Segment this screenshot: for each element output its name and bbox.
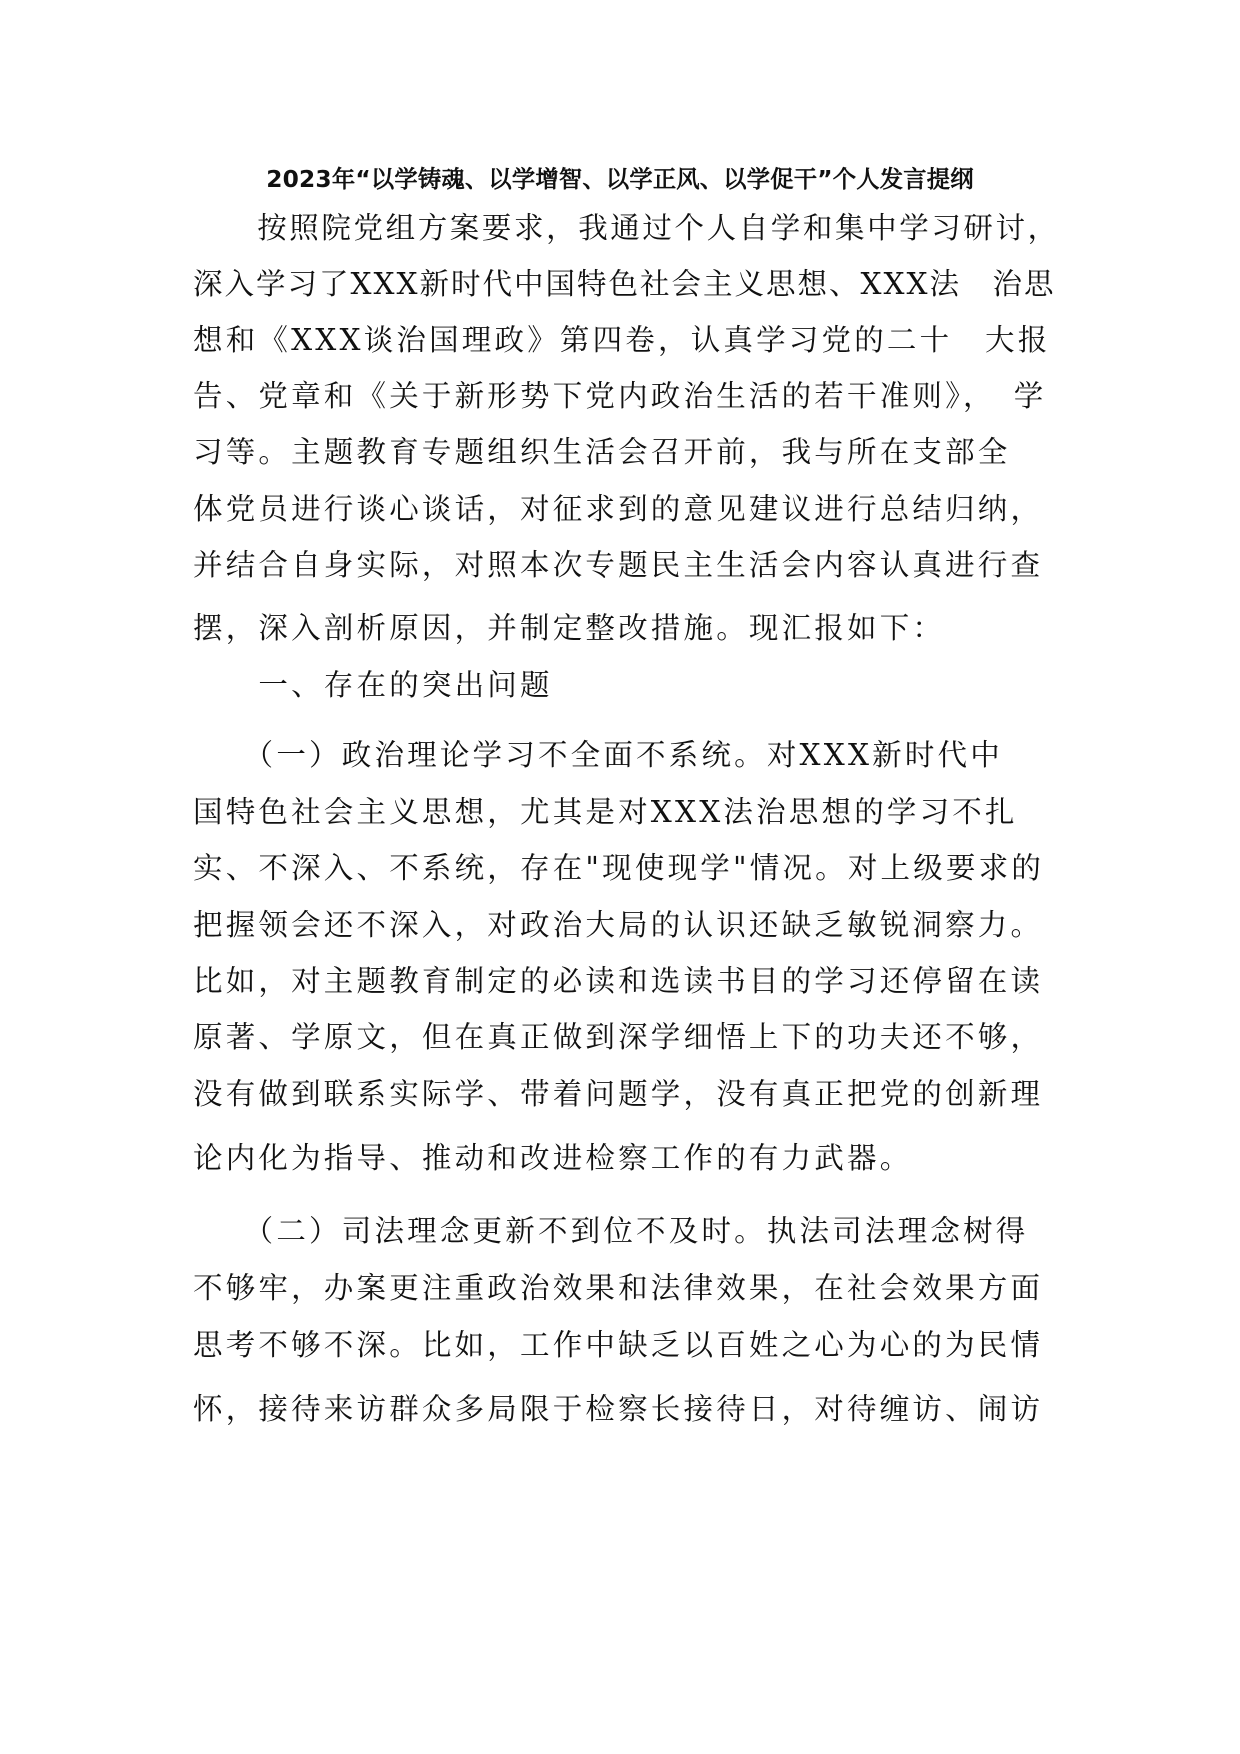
body-line: 想和《XXX谈治国理政》第四卷，认真学习党的二十 大报 [193, 323, 1051, 357]
body-line: 按照院党组方案要求，我通过个人自学和集中学习研讨， [193, 211, 1060, 245]
document-title: 2023年“以学铸魂、以学增智、以学正风、以学促干”个人发言提纲 [266, 166, 974, 193]
body-line: 体党员进行谈心谈话，对征求到的意见建议进行总结归纳， [193, 492, 1044, 526]
body-line: 怀，接待来访群众多局限于检察长接待日，对待缠访、闹访 [193, 1392, 1044, 1426]
body-line: 国特色社会主义思想，尤其是对XXX法治思想的学习不扎 [193, 795, 1018, 829]
body-line: 摆，深入剖析原因，并制定整改措施。现汇报如下： [193, 611, 946, 645]
body-line: 深入学习了XXX新时代中国特色社会主义思想、XXX法 治思 [193, 267, 1056, 301]
body-line: 原著、学原文，但在真正做到深学细悟上下的功夫还不够， [193, 1020, 1044, 1054]
body-line: 思考不够不深。比如，工作中缺乏以百姓之心为心的为民情 [193, 1328, 1044, 1362]
body-line: 告、党章和《关于新形势下党内政治生活的若干准则》， 学 [193, 379, 1047, 413]
body-line: 论内化为指导、推动和改进检察工作的有力武器。 [193, 1141, 913, 1175]
body-line: 比如，对主题教育制定的必读和选读书目的学习还停留在读 [193, 964, 1044, 998]
body-line: 把握领会还不深入，对政治大局的认识还缺乏敏锐洞察力。 [193, 908, 1044, 942]
section-heading: 一、存在的突出问题 [193, 668, 553, 702]
body-line: 习等。主题教育专题组织生活会召开前，我与所在支部全 [193, 435, 1011, 469]
body-line: （二）司法理念更新不到位不及时。执法司法理念树得 [193, 1214, 1029, 1248]
body-line: 实、不深入、不系统，存在"现使现学"情况。对上级要求的 [193, 851, 1045, 885]
body-line: （一）政治理论学习不全面不系统。对XXX新时代中 [193, 738, 1003, 772]
body-line: 并结合自身实际，对照本次专题民主生活会内容认真进行查 [193, 548, 1044, 582]
body-line: 不够牢，办案更注重政治效果和法律效果，在社会效果方面 [193, 1271, 1044, 1305]
body-line: 没有做到联系实际学、带着问题学，没有真正把党的创新理 [193, 1077, 1044, 1111]
